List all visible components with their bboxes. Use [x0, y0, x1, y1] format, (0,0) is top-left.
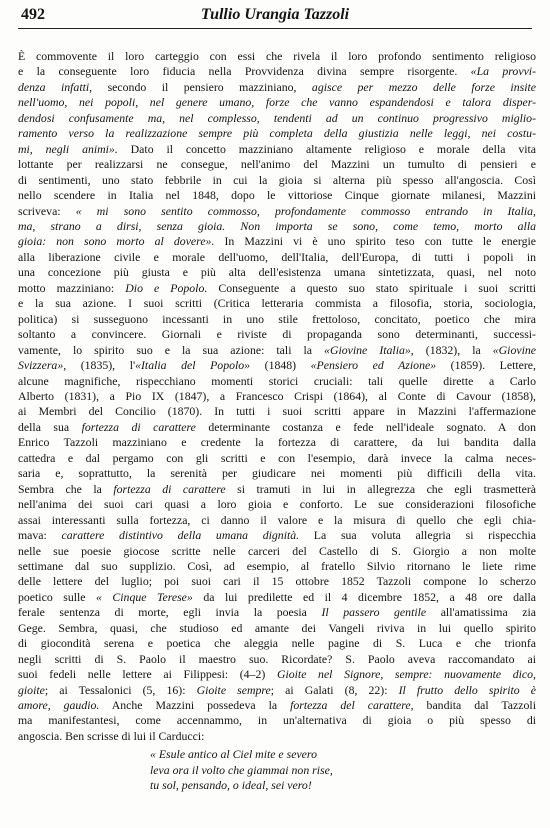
page-number: 492 [21, 6, 45, 23]
text-line [18, 157, 536, 172]
italic-span: « Cinque Terese» [96, 589, 193, 604]
text-span: Dato il concetto mazziniano altamente religioso e morale della vita [117, 141, 537, 156]
italic-span: denza infatti, [18, 79, 93, 94]
text-line [18, 95, 536, 110]
text-span: negli scritti di S. Paolo il maestro suo. Ricordate? S. Paolo aveva raccomandato ai [18, 651, 536, 666]
poem-quote [150, 747, 536, 793]
italic-span: «La provvi- [470, 64, 537, 79]
text-line [18, 374, 536, 389]
text-span: (1859). Lettere, [436, 358, 536, 373]
text-span: poetico sulle [18, 589, 97, 604]
text-line [18, 142, 536, 157]
text-span: In Mazzini vi è uno spirito teso con tutte le energie [214, 234, 536, 249]
text-span: alcune magnifiche, rispecchiano momenti storici cruciali: tali quelle dirette a Carlo [18, 373, 536, 388]
text-span: saria e, soprattutto, la serenità per giudicare nei momenti più difficili della vita. [18, 466, 536, 481]
poem-line: tu sol, pensando, o ideal, sei vero! [150, 778, 312, 793]
text-span: della sua [18, 419, 82, 434]
italic-span: Gioite sempre [196, 682, 271, 697]
text-line [18, 544, 536, 559]
italic-span: Il passero gentile [321, 605, 427, 620]
italic-span: « mi sono sentito commosso, profondamente commosso entrando in Italia, [75, 203, 536, 218]
text-line [18, 111, 536, 126]
text-line [18, 652, 536, 667]
italic-span: fortezza del carattere [290, 698, 411, 713]
text-span: Sembra che la [18, 481, 114, 496]
text-span: ; ai Galati (8, 22): [270, 682, 399, 697]
text-span: suoi fedeli nelle lettere ai Filippesi: (4–2) [18, 667, 277, 682]
text-line [18, 513, 536, 528]
text-span: Alberto (1831), a Pio IX (1847), a Francesco Crispi (1864), al Conte di Cavour (1858), [18, 388, 536, 403]
text-span: si tramuti in lui in allegrezza che egli trasmetterà [225, 481, 536, 496]
text-line [18, 126, 536, 141]
italic-span: Dio e Popolo. [125, 280, 208, 295]
text-line [18, 327, 536, 342]
text-span: vamente, lo spirito suo e la sua azione: tali la [18, 342, 325, 357]
text-line [18, 404, 536, 419]
text-span: alla liberazione civile e morale dell'uomo, dell'Italia, dell'Europa, di tutti i popoli in [18, 249, 536, 264]
italic-span: dendosi confusamente ma, nel complesso, tendenti ad un continuo progressivo miglio- [18, 110, 536, 125]
text-span: scriveva: [18, 203, 76, 218]
text-span: ai Membri del Concilio (1870). In tutti i suoi scritti appare in Mazzini l'affermazione [18, 404, 536, 419]
italic-span: «Giovine [492, 342, 536, 357]
text-span: , (1835), l' [63, 358, 136, 373]
poem-line: « Esule antico al Ciel mite e severo [150, 747, 317, 762]
text-line [18, 698, 536, 713]
text-line [18, 729, 536, 744]
italic-span: fortezza di carattere [81, 419, 196, 434]
italic-span: «Pensiero ed Azione» [310, 358, 437, 373]
text-span: ; ai Tessalonici (5, 16): [44, 682, 197, 697]
text-span: nello scendere in Italia nel 1848, dopo le vittoriose Cinque giornate milanesi, Mazzini [18, 188, 536, 203]
italic-span: gioite [18, 682, 45, 697]
text-span: ferale sentenza di morte, egli invia la poesia [18, 605, 322, 620]
text-line [18, 219, 536, 234]
text-span: una concezione più giusta e più alta dell'esistenza umana sintetizzata, quasi, nel noto [18, 265, 536, 280]
text-span: Enrico Tazzoli mazziniano e credente la fortezza di carattere, da lui bandita dalla [18, 435, 536, 450]
page-header [21, 6, 529, 28]
italic-span: nell'uomo, nei popoli, nel genere umano, forze che vanno espandendosi e talora disper- [18, 95, 536, 110]
text-line [18, 64, 536, 79]
text-span: determinante costanza e fede nell'ideale sognato. A don [195, 419, 536, 434]
text-line [18, 420, 536, 435]
text-span: cattedra e dal pergamo con gli scritti e con l'esempio, darà invece la calma neces- [18, 450, 536, 465]
header-rule [18, 28, 532, 29]
text-span: Gege. Sembra, quasi, che studioso ed amante dei Vangeli riviva in lui quello spirito [18, 620, 536, 635]
italic-span: carattere distintivo della umana dignità. [61, 528, 300, 543]
text-line [18, 713, 536, 728]
text-span: politica) si susseguono incessanti in uno stile frettoloso, concitato, poetico che mira [18, 311, 536, 326]
text-line [18, 80, 536, 95]
text-span: motto mazziniano: [18, 280, 126, 295]
text-line [18, 574, 536, 589]
italic-span: «Giovine Italia» [324, 342, 411, 357]
text-line [18, 497, 536, 512]
text-line [18, 528, 536, 543]
text-line [18, 389, 536, 404]
italic-span: Gioite nel Signore, sempre: nuovamente dico, [276, 667, 536, 682]
text-span: assai interessanti sulla fortezza, ci danno il valore e la misura di quello che egli chia- [18, 512, 536, 527]
text-span: secondo il pensiero mazziniano, [92, 79, 312, 94]
italic-span: fortezza di carattere [113, 481, 226, 496]
text-line [18, 636, 536, 651]
text-span: di sentimenti, uno stato febbrile in cui la gioia si alterna più spesso all'angoscia. Così [18, 172, 536, 187]
italic-span: Il frutto dello spirito è [398, 682, 537, 697]
text-line [18, 265, 536, 280]
text-span: È commovente il loro carteggio con essi che rivela il loro profondo sentimento religioso [18, 49, 536, 63]
paragraph [18, 49, 536, 744]
text-span: delle lettere del luglio; poi suoi cari il 15 ottobre 1852 Tazzoli compone lo scherzo [18, 574, 536, 589]
text-line [18, 605, 536, 620]
text-line [18, 250, 536, 265]
text-span: lottante per realizzarsi ne consegue, nell'animo del Mazzini un tumulto di pensieri e [18, 157, 536, 172]
text-span: La sua voluta allegria si rispecchia [299, 528, 536, 543]
text-line [18, 296, 536, 311]
italic-span: Svizzera» [18, 358, 64, 373]
text-line [18, 621, 536, 636]
text-line [18, 451, 536, 466]
text-line [18, 204, 536, 219]
text-span: , bandita dal Tazzoli [410, 698, 536, 713]
running-title: Tullio Urangia Tazzoli [200, 6, 350, 23]
poem-line: leva ora il volto che giammai non rise, [150, 762, 333, 777]
text-line [18, 312, 536, 327]
text-span: Conseguente a questo suo stato spirituale i suoi scritti [207, 280, 537, 295]
italic-span: amore, gaudio. [18, 698, 100, 713]
text-span: , (1832), la [410, 342, 493, 357]
text-span: ma manifestantesi, come accennammo, in un'alternativa di gioia o più spesso di [18, 713, 536, 728]
text-span: Anche Mazzini possedeva la [99, 698, 291, 713]
text-line [18, 343, 536, 358]
text-line [18, 482, 536, 497]
text-line [18, 559, 536, 574]
text-span: soltanto a convincere. Giornali e riviste di propaganda sono determinanti, successi- [18, 327, 536, 342]
text-span: (1848) [250, 358, 311, 373]
text-line [18, 281, 536, 296]
text-line [18, 466, 536, 481]
italic-span: ma, strano a dirsi, senza gioia. Non importa se sono, come temo, morto alla [18, 218, 536, 233]
body-text [18, 49, 536, 794]
text-span: e la conseguente loro fiducia nella Provvidenza divina sempre risorgente. [18, 64, 471, 79]
text-span: all'amatissima zia [426, 605, 536, 620]
text-span: mava: [18, 528, 62, 543]
text-line [18, 234, 536, 249]
text-line [18, 590, 536, 605]
italic-span: agisce per mezzo delle forze insite [311, 79, 536, 94]
text-span: nelle sue poesie giocose scritte nelle carceri del Castello di S. Giorgio a non molte [18, 543, 536, 558]
text-span: angoscia. Ben scrisse di lui il Carducci: [18, 728, 205, 743]
text-line [18, 683, 536, 698]
text-span: da lui predilette ed il 4 dicembre 1852, a 48 ore dalla [192, 589, 537, 604]
italic-span: gioia: non sono morto al dovere». [18, 234, 215, 249]
text-span: e la sua azione. I suoi scritti (Critica letteraria commista a filosofia, storia, sociologia, [18, 296, 536, 311]
text-line [18, 188, 536, 203]
text-line [18, 358, 536, 373]
text-span: di giocondità serena e poetica che aleggia nelle pagine di S. Luca e che trionfa [18, 636, 536, 651]
text-line [18, 173, 536, 188]
text-line [18, 49, 536, 64]
italic-span: ramento verso la realizzazione sempre più completa della giustizia nelle leggi, nei costu- [18, 126, 536, 141]
text-line [18, 435, 536, 450]
text-line [18, 667, 536, 682]
italic-span: mi, negli animi». [18, 141, 118, 156]
italic-span: «Italia del Popolo» [135, 358, 251, 373]
text-span: settimane dal suo supplizio. Così, ad esempio, al fratello Silvio ritornano le liete rime [18, 558, 536, 573]
text-span: nell'anima dei suoi cari quasi a loro gioia e conforto. Le sue considerazioni filosofiche [18, 497, 536, 512]
